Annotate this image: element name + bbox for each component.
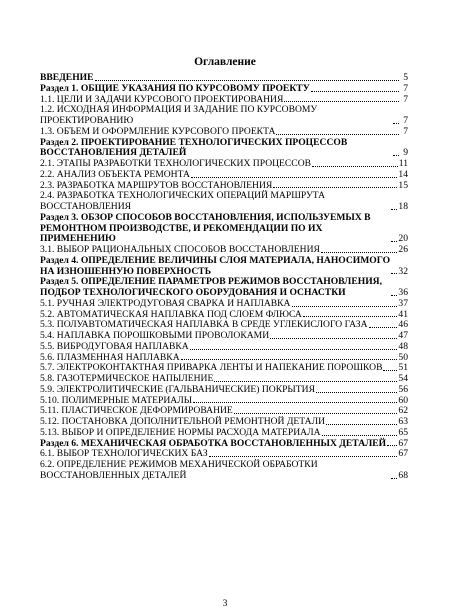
- dot-leader: [391, 208, 397, 210]
- dot-leader: [284, 100, 399, 102]
- toc-entry-page: 46: [398, 319, 408, 331]
- toc-entry-title: 5.2. АВТОМАТИЧЕСКАЯ НАПЛАВКА ПОД СЛОЕМ ФЛЮСА: [40, 308, 302, 320]
- toc-entry-page: 54: [398, 373, 408, 384]
- toc-entry-title: 5.12. ПОСТАНОВКА ДОПОЛНИТЕЛЬНОЙ РЕМОНТНОЙ ДЕТАЛИ: [40, 416, 326, 427]
- toc-entry-page: 14: [398, 168, 408, 180]
- toc-entry-page: 7: [403, 125, 408, 137]
- toc-entry: [40, 385, 408, 396]
- dot-leader: [190, 348, 398, 350]
- dot-leader: [369, 326, 398, 328]
- toc-entry-title: 5.13. ВЫБОР И ОПРЕДЕЛЕНИЕ НОРМЫ РАСХОДА МАТЕРИАЛА: [40, 426, 321, 438]
- toc-entry-page: 50: [398, 351, 408, 363]
- dot-leader: [321, 251, 397, 253]
- dot-leader: [322, 434, 398, 436]
- table-of-contents: [40, 73, 408, 482]
- dot-leader: [311, 90, 399, 92]
- dot-leader: [181, 358, 398, 360]
- toc-entry: [40, 299, 408, 310]
- toc-entry-title: 2.4. РАЗРАБОТКА ТЕХНОЛОГИЧЕСКИХ ОПЕРАЦИЙ МАРШРУТА ВОССТАНОВЛЕНИЯ: [40, 190, 326, 212]
- toc-entry-title: 2.1. ЭТАПЫ РАЗРАБОТКИ ТЕХНОЛОГИЧЕСКИХ ПРОЦЕССОВ: [40, 158, 312, 169]
- dot-leader: [234, 412, 398, 414]
- toc-entry-page: 7: [403, 93, 408, 105]
- dot-leader: [276, 133, 399, 135]
- toc-entry-page: 56: [398, 383, 408, 395]
- toc-entry-title: 1.2. ИСХОДНАЯ ИНФОРМАЦИЯ И ЗАДАНИЕ ПО КУРСОВОМУ ПРОЕКТИРОВАНИЮ: [40, 104, 318, 126]
- toc-entry-page: 11: [398, 158, 408, 169]
- dot-leader: [391, 294, 397, 296]
- toc-entry-title: 3.1. ВЫБОР РАЦИОНАЛЬНЫХ СПОСОБОВ ВОССТАНОВЛЕНИЯ: [40, 244, 320, 255]
- toc-entry-title: 6.1. ВЫБОР ТЕХНОЛОГИЧЕСКИХ БАЗ: [40, 448, 208, 460]
- dot-leader: [391, 477, 397, 479]
- toc-entry-page: 7: [403, 115, 408, 126]
- toc-entry-page: 20: [398, 233, 408, 245]
- toc-entry-page: 36: [398, 287, 408, 298]
- toc-entry-title: Раздел 1. ОБЩИЕ УКАЗАНИЯ ПО КУРСОВОМУ ПРОЕКТУ: [40, 82, 310, 94]
- toc-entry-page: 62: [398, 405, 408, 417]
- dot-leader: [383, 369, 397, 371]
- dot-leader: [292, 305, 398, 307]
- toc-entry-title: 2.3. РАЗРАБОТКА МАРШРУТОВ ВОССТАНОВЛЕНИЯ: [40, 179, 273, 191]
- toc-entry-page: 7: [403, 82, 408, 94]
- toc-entry-title: 5.5. ВИБРОДУГОВАЯ НАПЛАВКА: [40, 340, 189, 352]
- dot-leader: [393, 122, 399, 124]
- toc-entry-title: Раздел 3. ОБЗОР СПОСОБОВ ВОССТАНОВЛЕНИЯ, ИСПОЛЬЗУЕМЫХ В РЕМОНТНОМ ПРОИЗВОДСТВЕ, И РЕКОМЕНДАЦИИ ПО ИХ ПРИМЕНЕНИЮ: [40, 211, 371, 245]
- toc-entry: [40, 138, 408, 160]
- toc-entry-title: ВВЕДЕНИЕ: [40, 72, 94, 83]
- toc-entry: [40, 84, 408, 95]
- page-number: 3: [222, 598, 228, 609]
- toc-entry: [40, 105, 408, 127]
- dot-leader: [387, 444, 397, 446]
- toc-entry-page: 26: [398, 244, 408, 255]
- toc-entry-title: Раздел 5. ОПРЕДЕЛЕНИЕ ПАРАМЕТРОВ РЕЖИМОВ ВОССТАНОВЛЕНИЯ, ПОДБОР ТЕХНОЛОГИЧЕСКОГО ОБОРУДОВАНИЯ И ОСНАСТКИ: [40, 276, 382, 298]
- toc-entry-title: 5.9. ЭЛЕКТРОЛИТИЧЕСКИЕ (ГАЛЬВАНИЧЕСКИЕ) ПОКРЫТИЯ: [40, 383, 315, 395]
- toc-entry-title: Раздел 2. ПРОЕКТИРОВАНИЕ ТЕХНОЛОГИЧЕСКИХ ПРОЦЕССОВ ВОССТАНОВЛЕНИЯ ДЕТАЛЕЙ: [40, 136, 348, 159]
- dot-leader: [391, 272, 397, 274]
- toc-entry-page: 48: [398, 340, 408, 352]
- toc-entry: [40, 342, 408, 353]
- dot-leader: [209, 455, 398, 457]
- toc-entry-page: 41: [398, 308, 408, 320]
- toc-entry-title: Раздел 4. ОПРЕДЕЛЕНИЕ ВЕЛИЧИНЫ СЛОЯ МАТЕРИАЛА, НАНОСИМОГО НА ИЗНОШЕННУЮ ПОВЕРХНОСТЬ: [40, 254, 391, 277]
- dot-leader: [193, 401, 397, 403]
- toc-entry-page: 65: [398, 426, 408, 438]
- toc-entry-title: 5.11. ПЛАСТИЧЕСКОЕ ДЕФОРМИРОВАНИЕ: [40, 405, 233, 417]
- dot-leader: [95, 79, 399, 81]
- toc-entry-page: 51: [398, 362, 408, 374]
- dot-leader: [391, 240, 397, 242]
- toc-entry-page: 9: [403, 147, 408, 159]
- dot-leader: [312, 165, 398, 167]
- dot-leader: [273, 186, 397, 188]
- dot-leader: [303, 315, 398, 317]
- toc-entry-title: 5.3. ПОЛУАВТОМАТИЧЕСКАЯ НАПЛАВКА В СРЕДЕ УГЛЕКИСЛОГО ГАЗА: [40, 319, 368, 331]
- toc-entry-title: 1.3. ОБЪЕМ И ОФОРМЛЕНИЕ КУРСОВОГО ПРОЕКТА: [40, 125, 276, 137]
- toc-entry-title: 5.6. ПЛАЗМЕННАЯ НАПЛАВКА: [40, 351, 180, 363]
- toc-entry-title: 5.10. ПОЛИМЕРНЫЕ МАТЕРИАЛЫ: [40, 394, 193, 406]
- toc-entry-title: Раздел 6. МЕХАНИЧЕСКАЯ ОБРАБОТКА ВОССТАНОВЛЕННЫХ ДЕТАЛЕЙ: [40, 437, 387, 449]
- toc-entry-page: 47: [398, 330, 408, 341]
- toc-entry-title: 5.4. НАПЛАВКА ПОРОШКОВЫМИ ПРОВОЛОКАМИ: [40, 330, 270, 341]
- toc-entry-page: 63: [398, 416, 408, 427]
- toc-entry: [40, 256, 408, 278]
- toc-entry-page: 18: [398, 201, 408, 212]
- toc-entry-title: 1.1. ЦЕЛИ И ЗАДАЧИ КУРСОВОГО ПРОЕКТИРОВАНИЯ: [40, 93, 284, 105]
- toc-entry-page: 67: [398, 437, 408, 449]
- dot-leader: [326, 423, 397, 425]
- toc-entry-title: 6.2. ОПРЕДЕЛЕНИЕ РЕЖИМОВ МЕХАНИЧЕСКОЙ ОБРАБОТКИ ВОССТАНОВЛЕННЫХ ДЕТАЛЕЙ: [40, 459, 318, 481]
- toc-entry-page: 67: [398, 448, 408, 460]
- toc-entry: [40, 191, 408, 213]
- toc-entry-title: 5.8. ГАЗОТЕРМИЧЕСКОЕ НАПЫЛЕНИЕ: [40, 373, 214, 384]
- toc-entry: [40, 213, 408, 245]
- toc-entry-page: 37: [398, 297, 408, 309]
- dot-leader: [214, 380, 397, 382]
- dot-leader: [270, 337, 397, 339]
- toc-entry-title: 2.2. АНАЛИЗ ОБЪЕКТА РЕМОНТА: [40, 168, 190, 180]
- toc-entry: [40, 170, 408, 181]
- toc-entry: [40, 428, 408, 439]
- toc-entry-page: 15: [398, 179, 408, 191]
- toc-entry: [40, 127, 408, 138]
- dot-leader: [393, 154, 399, 156]
- toc-entry-page: 32: [398, 265, 408, 277]
- page-title: Оглавление: [194, 56, 256, 68]
- toc-entry-title: 5.1. РУЧНАЯ ЭЛЕКТРОДУГОВАЯ СВАРКА И НАПЛАВКА: [40, 297, 291, 309]
- toc-entry-page: 5: [403, 72, 408, 83]
- toc-entry: [40, 460, 408, 482]
- toc-entry-title: 5.7. ЭЛЕКТРОКОНТАКТНАЯ ПРИВАРКА ЛЕНТЫ И НАПЕКАНИЕ ПОРОШКОВ: [40, 362, 383, 374]
- toc-entry-page: 60: [398, 394, 408, 406]
- toc-entry-page: 68: [398, 469, 408, 481]
- dot-leader: [191, 176, 397, 178]
- toc-entry: [40, 277, 408, 299]
- dot-leader: [316, 391, 397, 393]
